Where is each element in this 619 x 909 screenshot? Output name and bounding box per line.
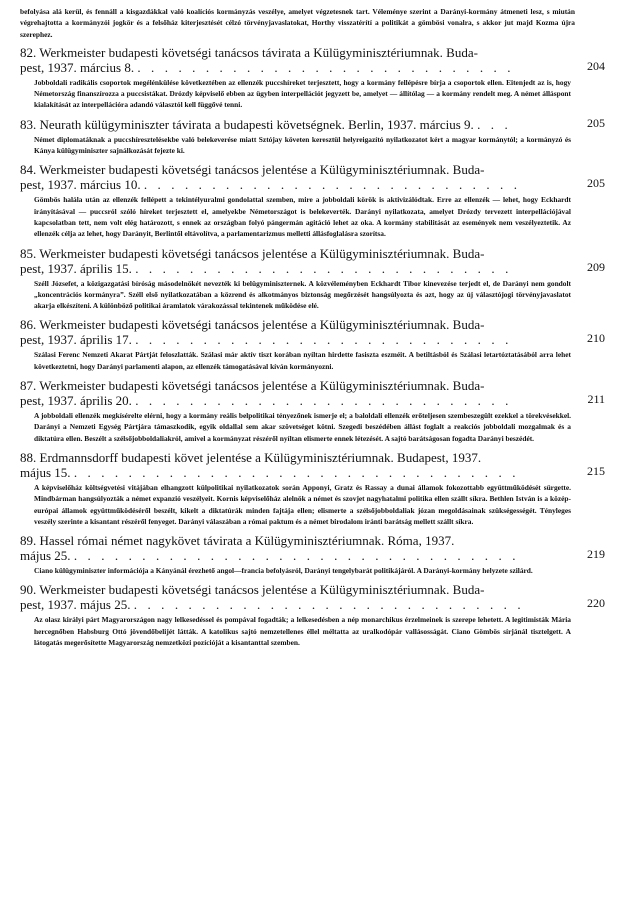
entry-title-line2: május 25. (20, 548, 71, 564)
document-entry (20, 450, 605, 527)
document-entry (20, 582, 605, 648)
document-entry (20, 117, 605, 157)
leader-dots: . . . (477, 116, 512, 132)
entry-heading (20, 45, 605, 75)
entry-summary: Széll Józsefet, a közigazgatási bíróság másodelnökét nevezték ki belügyminiszternek. A közvéleményben Eckhardt Tibor kinevezése terjedt el, de Darányi nem gondolt „koncentrációs kormányra”. Széll első nyilatkozatában a közrend és alkotmányos biztonság megőrzését hangsúlyozta és azt, hogy az új választójogi törvényjavaslatot akarja elkészíteni. A különböző politikai áramlatok várakozással tekintenek működése elé. (34, 278, 571, 311)
entry-summary: A képviselőház költségvetési vitájában elhangzott külpolitikai nyilatkozatok során Apponyi, Gratz és Rassay a dunai államok fokozottabb együttműködését sürgette. Mindbárman hangsúlyozták a német expanzió veszélyeit. Kornis képviselőház alelnök a német és szovjet nagyhatalmi politika ellen szállt síkra. Bethlen István is a közép-európai államok együttműködéséről beszélt, kikelt a diktatúrák minden fajtája ellen; elismerte a szélsőjobboldaliak józan megoldásainak szükségességét. Tényleges veszély szerinte a kisantant részéről fenyeget. Darányi válaszában a római paktum és a német birodalom iránti barátság mellett szállt síkra. (34, 482, 571, 526)
entry-title-line2: május 15. (20, 464, 71, 480)
document-entry (20, 246, 605, 312)
entry-title-line2: pest, 1937. április 20. (20, 393, 132, 409)
leader-dots: . . . . . . . . . . . . . . . . . . . . . . . . . . . . (135, 332, 512, 348)
entry-title-line2: pest, 1937. május 25. (20, 597, 131, 613)
entry-title-line2: pest, 1937. április 15. (20, 260, 132, 276)
entry-heading (20, 162, 605, 192)
leader-dots: . . . . . . . . . . . . . . . . . . . . . . . . . . . . . (133, 597, 525, 613)
entry-title-line1: 90. Werkmeister budapesti követségi tanácsos jelentése a Külügyminisztériumnak. Buda- (20, 582, 485, 598)
entry-list (20, 45, 605, 648)
page-number: 211 (587, 392, 605, 407)
entry-title-line1: 84. Werkmeister budapesti követségi tanácsos jelentése a Külügyminisztériumnak. Buda- (20, 162, 485, 178)
page-number: 219 (587, 547, 605, 562)
entry-heading (20, 450, 605, 480)
leader-dots: . . . . . . . . . . . . . . . . . . . . . . . . . . . . (143, 177, 521, 193)
entry-heading (20, 582, 605, 612)
entry-title-line1: 87. Werkmeister budapesti követségi tanácsos jelentése a Külügyminisztériumnak. Buda- (20, 378, 485, 394)
entry-title-line1: 89. Hassel római német nagykövet távirata a Külügyminisztériumnak. Róma, 1937. (20, 533, 455, 549)
entry-heading (20, 533, 605, 563)
leader-dots: . . . . . . . . . . . . . . . . . . . . . . . . . . . . . . . . . (73, 548, 520, 564)
entry-summary: A jobboldali ellenzék megkísérelte elérni, hogy a kormány reális belpolitikai tényezőnek ismerje el; a baloldali ellenzék erőteljesen szembeszegült ezekkel a törekvésekkel. Darányi a Nemzeti Egység Pártjára támaszkodik, egyik oldallal sem akar szövetséget kötni. Szegedi beszédében állást foglalt a reakciós jobboldali mozgalmak és a diktatúra ellen. Beszélt a szélsőjobboldaliakról, amivel a kormányzat részéről nyíltan elismerte ennek létezését. A sajtó barátságosan fogadta Darányi beszédét. (34, 411, 571, 443)
page-number: 204 (587, 58, 605, 73)
entry-heading (20, 378, 605, 408)
page-number: 215 (587, 463, 605, 478)
page-number: 205 (587, 115, 605, 130)
entry-heading (20, 246, 605, 276)
document-entry (20, 533, 605, 576)
entry-title-line1: 85. Werkmeister budapesti követségi tanácsos jelentése a Külügyminisztériumnak. Buda- (20, 245, 485, 261)
leader-dots: . . . . . . . . . . . . . . . . . . . . . . . . . . . . . . . . . (73, 464, 520, 480)
entry-summary: Gömbös halála után az ellenzék fellépett a tekintélyuralmi gondolattal szemben, mire a jobboldali körök is aktivizálódtak. Erre az ellenzék — lehet, hogy Eckhardt irányításával — puccsról szóló híreket terjesztett el, amelyekbe Németországot is belekeverték. Darányi nyilatkozata, amelyet Drózdy tervezett interpellációjával kapcsolatban tett, nem volt elég határozott, s ennek az országban folyó pángermán agitáció lehet az oka. A kormány stabilitását az események nem veszélyeztetik. Az ellenzék célja az lehet, hogy Darányit, Berlintől eltávolítva, a parlamentarizmus melletti állásfoglalásra szorítsa. (34, 195, 571, 239)
entry-title-line1: 82. Werkmeister budapesti követségi tanácsos távirata a Külügyminisztériumnak. Buda- (20, 44, 478, 60)
entry-summary: Ciano külügyminiszter információja a Kányánál érezhető angol—francia befolyásról, Darányi tengelybarát politikájáról. A Darányi-kormány helyzete szilárd. (34, 566, 533, 576)
entry-title-line2: pest, 1937. április 17. (20, 332, 132, 348)
document-entry (20, 317, 605, 372)
leader-dots: . . . . . . . . . . . . . . . . . . . . . . . . . . . . (135, 393, 512, 409)
entry-heading (20, 117, 605, 132)
entry-summary: Szálasi Ferenc Nemzeti Akarat Pártját feloszlatták. Szálasi már aktív tiszt korában nyíltan hirdette fasiszta eszméit. A betiltásból és Szálasi letartóztatásából arra lehet következtetni, hogy Darányi parlamenti alapon, az ellenzék támogatásával kíván kormányozni. (34, 350, 571, 371)
entry-summary: Az olasz királyi párt Magyarországon nagy lelkesedéssel és pompával fogadták; a lelkesedésben a nép monarchikus érzelmeinek is szerepe lehetett. A legitimisták Mária hercegnőben Habsburg Ottó jövendőbelijét látták. A katolikus sajtó nemzetellenes éllel méltatta az uralkodópár vallásosságát. Ciano Gömbös sírjánál tisztelgett. A látogatás megerősítette Magyarország nemzetközi pozícióját a kisantanttal szemben. (34, 615, 571, 648)
entry-summary: Jobboldali radikális csoportok megélénkülése következtében az ellenzék puccshíreket terjesztett, hogy a kormány fellépésre bírja a csoportok ellen. Eitenjedt az is, hogy Németország finanszírozza a puccsistákat. Drózdy képviselő ebben az ügyben interpellációt jegyzett be, amelyet — állítólag — a kormány rendelt meg. A német álláspont kialakítását az interpellációra adandó választól kell függővé tenni. (34, 77, 571, 110)
entry-title-line1: 88. Erdmannsdorff budapesti követ jelentése a Külügyminisztériumnak. Budapest, 1937. (20, 449, 482, 465)
leader-dots: . . . . . . . . . . . . . . . . . . . . . . . . . . . . (137, 59, 515, 75)
page-number: 209 (587, 259, 605, 274)
entry-title-line1: 83. Neurath külügyminiszter távirata a budapesti követségnek. Berlin, 1937. március 9. (20, 116, 474, 132)
entry-title-line2: pest, 1937. március 10. (20, 177, 141, 193)
page-number: 220 (587, 596, 605, 611)
intro-summary: befolyása alá kerül, és fennáll a kisgazdákkal való koalíciós kormányzás veszélye, amelyet végzetesnek tart. Véleménye szerint a Darányi-kormány átmeneti lesz, s miután végrehajtotta a kormányzói jogkör és a felsőház kiterjesztését célzó törvényjavaslatokat, Horthy visszatérítí a politikát a gömbösi vonalra, s akkor jut majd Kozma újra szerephez. (20, 7, 575, 39)
document-entry (20, 378, 605, 444)
page-number: 210 (587, 331, 605, 346)
document-entry (20, 45, 605, 111)
entry-summary: Német diplomatáknak a puccshíresztelésekbe való belekeverése miatt Sztójay követen keresztül helyreigazító nyilatkozatot kért a magyar kormánytól; a kormányzó és Kánya külügyminiszter sajnálkozását fejezte ki. (34, 134, 571, 156)
entry-heading (20, 317, 605, 347)
entry-title-line1: 86. Werkmeister budapesti követségi tanácsos jelentése a Külügyminisztériumnak. Buda- (20, 317, 485, 333)
document-entry (20, 162, 605, 239)
page-number: 205 (587, 176, 605, 191)
entry-title-line2: pest, 1937. március 8. (20, 59, 135, 75)
leader-dots: . . . . . . . . . . . . . . . . . . . . . . . . . . . . (135, 260, 512, 276)
